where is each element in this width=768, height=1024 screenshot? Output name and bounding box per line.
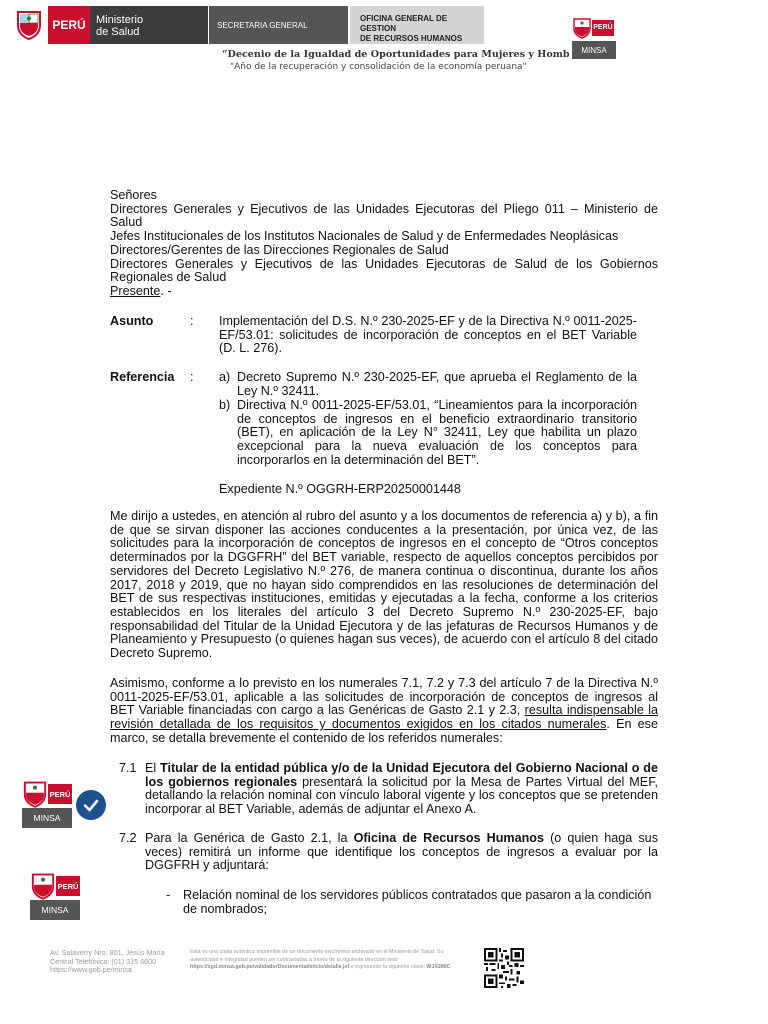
- ministerio-line2: de Salud: [96, 26, 140, 38]
- coat-of-arms-icon: [22, 780, 48, 808]
- asunto-text: Implementación del D.S. N.º 230-2025-EF y de la Directiva N.º 0011-2025-EF/53.01: solicitudes de incorporación de conceptos en el BET Variable (D. L. 276).: [219, 314, 637, 356]
- minsa-badge: MINSA: [572, 41, 616, 59]
- footer-phone-line: Central Telefónica: (01) 315 6600: [50, 956, 157, 966]
- oficina-label: [348, 6, 484, 44]
- expediente: Expediente N.º OGGRH-ERP20250001448: [219, 482, 461, 496]
- ministerio-label: [90, 6, 208, 44]
- footer-authenticity-note: [190, 949, 468, 972]
- item-7-2-number: 7.2: [119, 831, 137, 845]
- ministerio-line1: Ministerio: [96, 14, 144, 26]
- qr-code-icon: [484, 948, 524, 988]
- item-7-2-bold: Oficina de Recursos Humanos: [353, 831, 544, 845]
- note-text: Esta es una copia auténtica imprimible de un documento electrónico archivado en el Ministerio de Salud. Su autenticidad e integridad pueden ser contrastadas a través de la siguiente dirección web:: [190, 949, 444, 963]
- item-7-2-pre: Para la Genérica de Gasto 2.1, la: [145, 831, 354, 845]
- minsa-stamp: [30, 872, 80, 920]
- peru-badge: PERÚ: [592, 20, 614, 36]
- coat-of-arms-icon: [572, 17, 592, 39]
- asunto-colon: :: [190, 314, 194, 328]
- item-7-1-post: presentará la solicitud por la Mesa de Partes Virtual del MEF, detallando la relación nominal con vínculo laboral vigente y los conceptos que se pretenden incorporar al BET Variable, además de adjuntar el Anexo A.: [145, 774, 658, 817]
- recipient-line: Directores Generales y Ejecutivos de las Unidades Ejecutoras de Salud de los Gobiernos Regionales de Salud: [110, 256, 658, 285]
- secretaria-label: SECRETARIA GENERAL: [208, 6, 348, 44]
- validation-key: WJX2MIC: [426, 964, 451, 971]
- ref-marker-b: b): [219, 398, 231, 412]
- note-mid: e ingresando la siguiente clave:: [349, 964, 427, 971]
- paragraph-2: [110, 677, 658, 746]
- ref-marker-a: a): [219, 370, 231, 384]
- item-7-2-text: [145, 832, 658, 873]
- para2-underlined: resulta indispensable la revisión detallada de los requisitos y documentos exigidos en los citados numerales: [110, 703, 658, 732]
- ref-item-b: Directiva N.º 0011-2025-EF/53.01, “Lineamientos para la incorporación de conceptos de ingresos en el beneficio extraordinario transitorio (BET), en aplicación de la Ley N° 32411, Ley que habilita un plazo excepcional para la nueva evaluación de los conceptos para incorporarlos en la determinación del BET”.: [237, 398, 637, 467]
- referencia-colon: :: [190, 370, 194, 384]
- referencia-label: Referencia: [110, 370, 175, 384]
- decade-motto: “Decenio de la Igualdad de Oportunidades para Mujeres y Homb: [222, 49, 570, 60]
- item-7-1-pre: El: [145, 761, 160, 775]
- coat-of-arms-icon: [10, 6, 48, 44]
- header-logo-bar: [10, 6, 484, 44]
- recipient-line: Directores Generales y Ejecutivos de las Unidades Ejecutoras del Pliego 011 – Ministerio de Salud: [110, 201, 658, 230]
- presente-suffix: . -: [160, 283, 172, 298]
- bullet-marker: -: [166, 888, 171, 902]
- item-7-2-post: (o quien haga sus veces) remitirá un informe que identifique los conceptos de ingresos a evaluar por la DGGFRH y adjuntará:: [145, 831, 658, 873]
- recipient-line: Directores/Gerentes de las Direcciones Regionales de Salud: [110, 242, 449, 257]
- footer-address-line: Av. Salaverry Nro. 801, Jesús María: [50, 948, 165, 957]
- presente-line: [110, 285, 658, 299]
- peru-badge: PERÚ: [48, 784, 72, 804]
- bullet-text: Relación nominal de los servidores públicos contratados que pasaron a la condición de nombrados;: [183, 888, 652, 916]
- verified-check-icon: [76, 790, 106, 820]
- coat-of-arms-icon: [30, 872, 56, 900]
- asunto-label: Asunto: [110, 314, 154, 328]
- para2-start: Asimismo, conforme a lo previsto en los numerales 7.1, 7.2 y 7.3 del artículo 7 de la Directiva N.º 0011-2025-EF/53.01, aplicable a las solicitudes de incorporación de conceptos de ingresos al BET Variable financiadas con cargo a las Genéricas de Gasto 2.1 y 2.3,: [110, 676, 658, 718]
- year-motto: "Año de la recuperación y consolidación de la economía peruana": [230, 62, 527, 72]
- item-7-1-number: 7.1: [119, 761, 137, 775]
- oficina-line1: OFICINA GENERAL DE GESTION: [360, 14, 448, 33]
- peru-badge: PERÚ: [48, 6, 90, 44]
- minsa-logo: [572, 14, 616, 59]
- para2-end: . En ese marco, se detalla brevemente el contenido de los referidos numerales:: [110, 717, 658, 745]
- footer-website-link[interactable]: https://www.gob.pe/minsa: [50, 965, 132, 975]
- minsa-badge: MINSA: [30, 900, 80, 920]
- ref-item-a: Decreto Supremo N.º 230-2025-EF, que aprueba el Reglamento de la Ley N.º 32411.: [237, 370, 637, 398]
- footer-address: [50, 949, 165, 975]
- recipient-line: Jefes Institucionales de los Institutos Nacionales de Salud y de Enfermedades Neoplásicas: [110, 229, 619, 244]
- item-7-1-bold: Titular de la entidad pública y/o de la Unidad Ejecutora del Gobierno Nacional o de los gobiernos regionales: [145, 761, 658, 789]
- greeting: Señores: [110, 188, 157, 202]
- validator-link[interactable]: https://sgd.minsa.gob.pe/validadorDocumental/inicio/detalle.jsf: [190, 964, 350, 971]
- minsa-badge: MINSA: [22, 808, 72, 828]
- item-7-1-text: [145, 762, 658, 817]
- paragraph-1: Me dirijo a ustedes, en atención al rubro del asunto y a los documentos de referencia a) y b), a fin de que se sirvan disponer las acciones conducentes a la presentación, por única vez, de las solicitudes para la incorporación de conceptos de ingresos en el concepto de “Otros conceptos determinados por la DGGFRH” del BET variable, respecto de aquellos conceptos percibidos por servidores del Decreto Legislativo N.º 276, de manera continua o discontinua, durante los años 2017, 2018 y 2019, que no hayan sido comprendidos en las resoluciones de determinación del BET de sus respectivas instituciones, emitidas y ejecutadas a la fecha, conforme a los criterios establecidos en los literales del artículo 3 del Decreto Supremo N.º 230-2025-EF, bajo responsabilidad del Titular de la Unidad Ejecutora y de las jefaturas de Recursos Humanos y de Planeamiento y Presupuesto (o quienes hagan sus veces), de acuerdo con el artículo 8 del citado Decreto Supremo.: [110, 509, 658, 661]
- peru-badge: PERÚ: [56, 876, 80, 896]
- minsa-stamp: [22, 780, 72, 828]
- oficina-line2: DE RECURSOS HUMANOS: [360, 34, 463, 43]
- recipients-block: [110, 189, 658, 299]
- presente: Presente: [110, 283, 161, 298]
